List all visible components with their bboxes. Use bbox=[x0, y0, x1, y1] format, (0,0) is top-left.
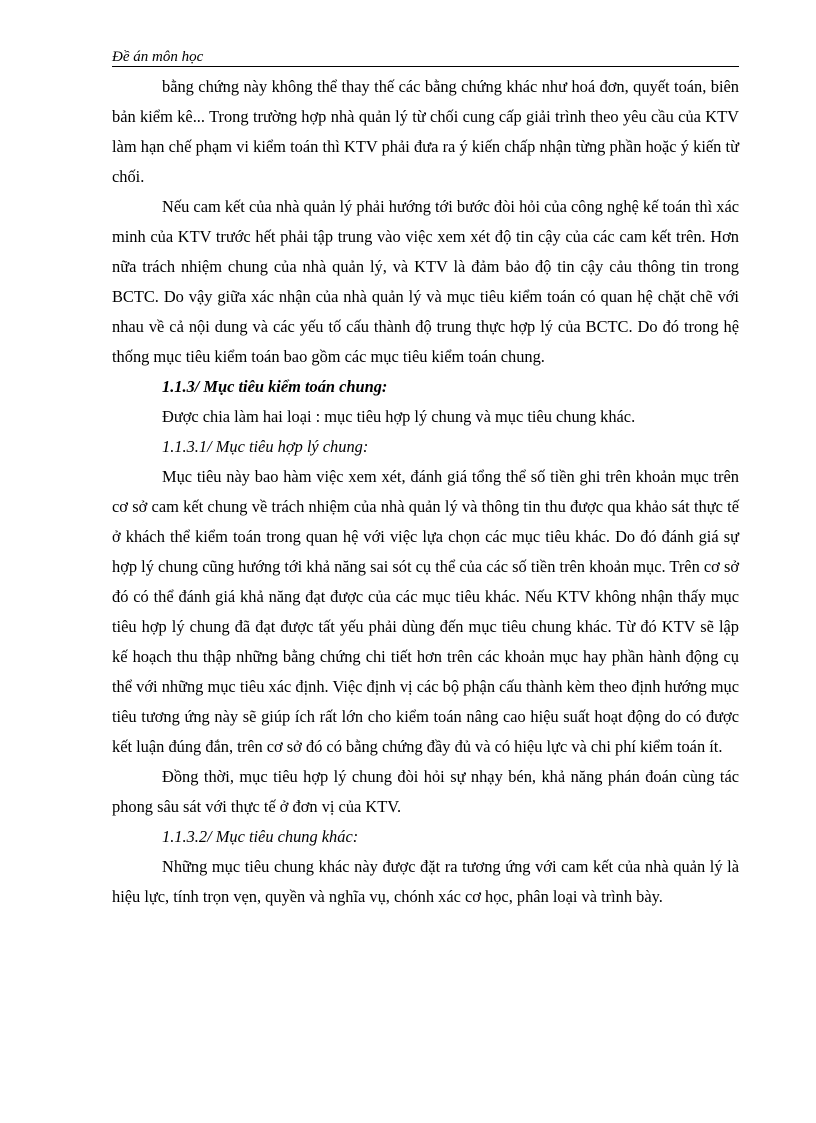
paragraph: Nếu cam kết của nhà quản lý phải hướng tới bước đòi hỏi của công nghệ kế toán thì xác minh của KTV trước hết phải tập trung vào việc xem xét độ tin cậy của các cam kết trên. Hơn nữa trách nhiệm chung của nhà quản lý, và KTV là đảm bảo độ tin cậy cảu thông tin trong BCTC. Do vậy giữa xác nhận của nhà quản lý và mục tiêu kiểm toán có quan hệ chặt chẽ với nhau về cả nội dung và các yếu tố cấu thành độ trung thực hợp lý của BCTC. Do đó trong hệ thống mục tiêu kiểm toán bao gồm các mục tiêu kiểm toán chung. bbox=[112, 197, 739, 366]
document-title: Đề án môn học bbox=[112, 49, 204, 65]
paragraph: Mục tiêu này bao hàm việc xem xét, đánh giá tổng thể số tiền ghi trên khoản mục trên cơ sở cam kết chung về trách nhiệm của nhà quản lý và thông tin thu được qua khảo sát thực tế ở khách thể kiểm toán trong quan hệ với việc lựa chọn các mục tiêu khác. Do đó đánh giá sự hợp lý chung cũng hướng tới khả năng sai sót cụ thể của các số tiền trên khoản mục. Trên cơ sở đó có thể đánh giá khả năng đạt được của các mục tiêu khác. Nếu KTV không nhận thấy mục tiêu hợp lý chung đã đạt được tất yếu phải dùng đến mục tiêu chung khác. Từ đó KTV sẽ lập kế hoạch thu thập những bằng chứng chi tiết hơn trên các khoản mục hay phần hành động cụ thể với những mục tiêu xác định. Việc định vị các bộ phận cấu thành kèm theo định hướng mục tiêu tương ứng này sẽ giúp ích rất lớn cho kiểm toán nâng cao hiệu suất hoạt động do có được kết luận đúng đắn, trên cơ sở đó có bằng chứng đầy đủ và có hiệu lực và chi phí kiểm toán ít. bbox=[112, 467, 739, 756]
document-body bbox=[112, 72, 739, 912]
paragraph: Được chia làm hai loại : mục tiêu hợp lý chung và mục tiêu chung khác. bbox=[162, 407, 636, 426]
section-heading-1-1-3-1: 1.1.3.1/ Mục tiêu hợp lý chung: bbox=[162, 437, 369, 456]
page-header bbox=[112, 48, 739, 67]
section-heading-1-1-3: 1.1.3/ Mục tiêu kiểm toán chung: bbox=[162, 377, 388, 396]
paragraph-continued: bằng chứng này không thể thay thế các bằng chứng khác như hoá đơn, quyết toán, biên bản kiểm kê... Trong trường hợp nhà quản lý từ chối cung cấp giải trình theo yêu cầu của KTV làm hạn chế phạm vi kiểm toán thì KTV phải đưa ra ý kiến chấp nhận từng phần hoặc ý kiến từ chối. bbox=[112, 77, 739, 186]
section-heading-1-1-3-2: 1.1.3.2/ Mục tiêu chung khác: bbox=[162, 827, 359, 846]
paragraph: Những mục tiêu chung khác này được đặt ra tương ứng với cam kết của nhà quản lý là hiệu lực, tính trọn vẹn, quyền và nghĩa vụ, chónh xác cơ học, phân loại và trình bày. bbox=[112, 857, 739, 906]
paragraph: Đồng thời, mục tiêu hợp lý chung đòi hỏi sự nhạy bén, khả năng phán đoán cùng tác phong sâu sát với thực tế ở đơn vị của KTV. bbox=[112, 767, 739, 816]
